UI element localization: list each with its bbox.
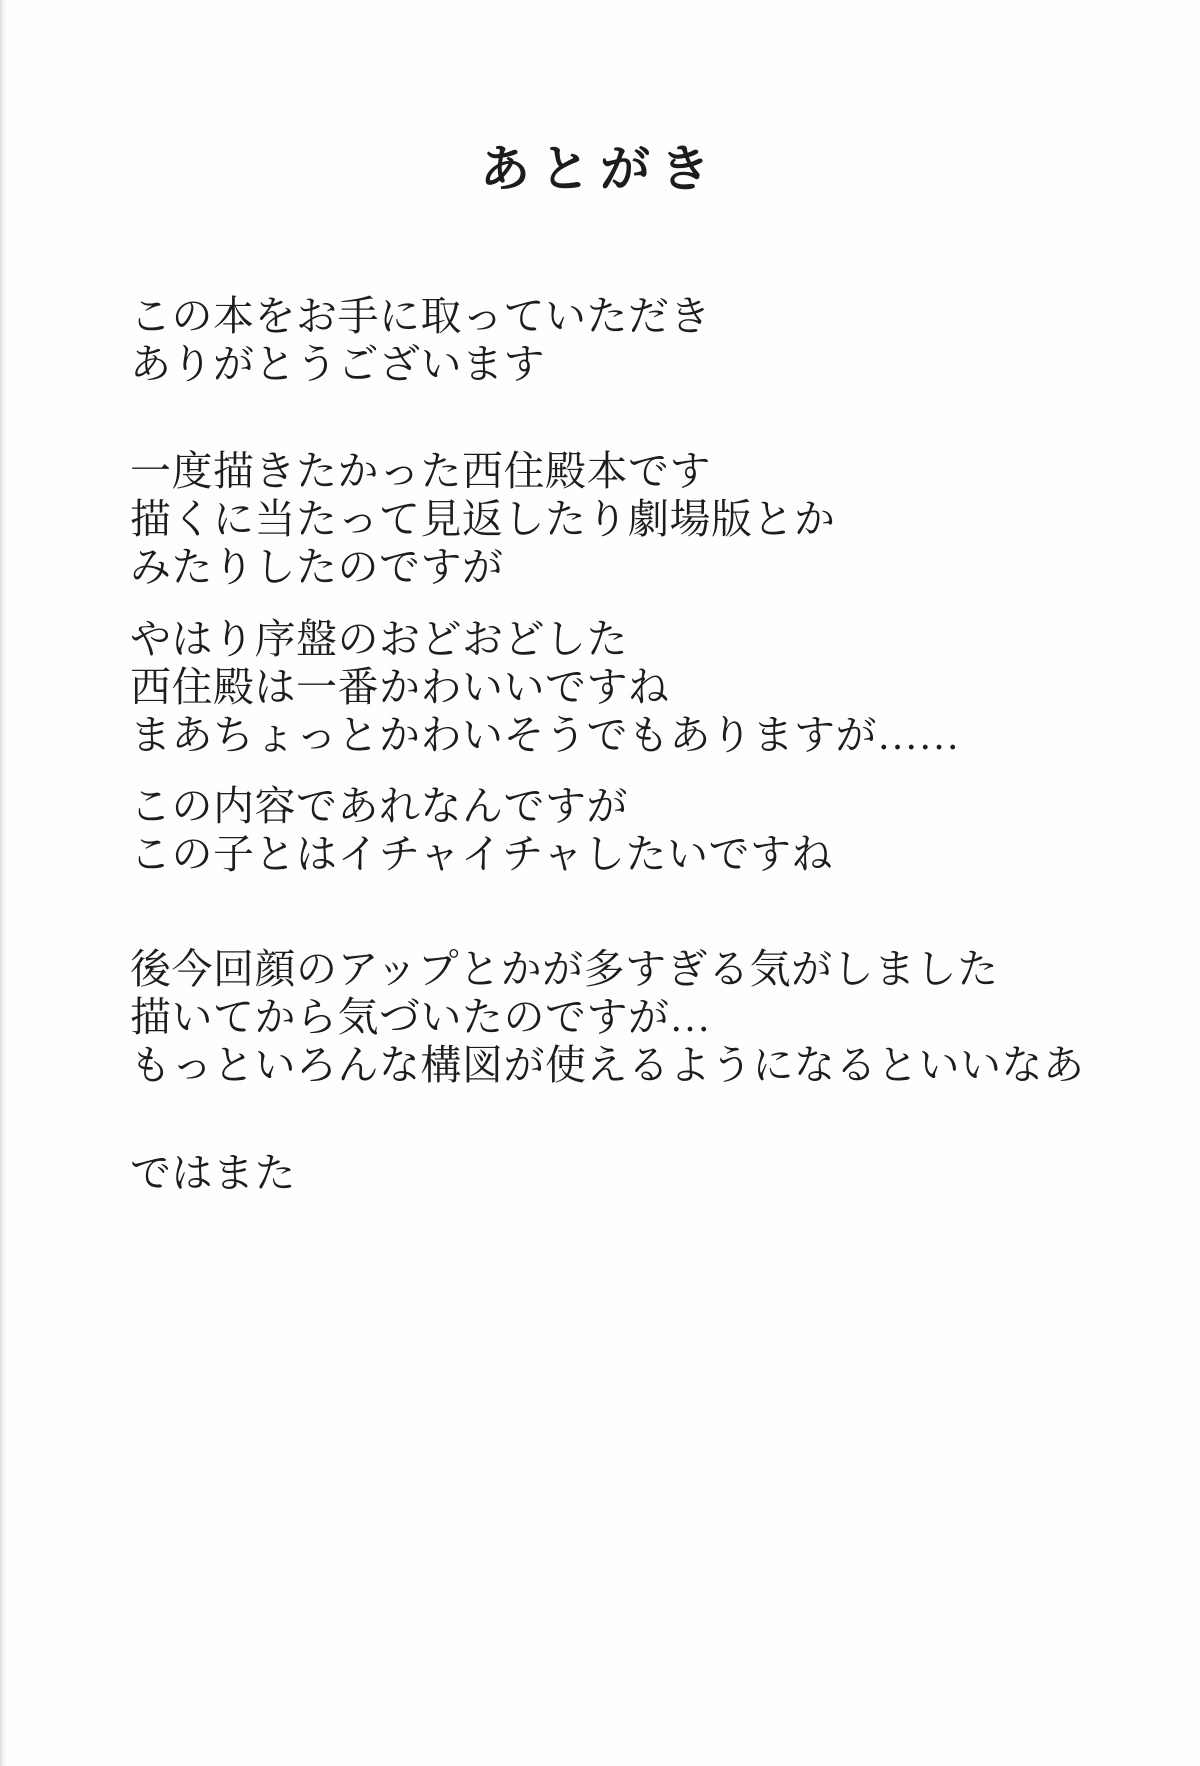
afterword-line: この子とはイチャイチャしたいですね	[130, 831, 834, 877]
afterword-paragraph-6	[130, 1149, 1140, 1197]
afterword-line: 描いてから気づいたのですが…	[130, 994, 711, 1040]
afterword-paragraph-3	[130, 615, 1140, 759]
afterword-line: まあちょっとかわいそうでもありますが……	[130, 712, 960, 758]
afterword-line: ではまた	[130, 1150, 296, 1196]
afterword-body	[130, 292, 1140, 1197]
afterword-line: ありがとうございます	[130, 341, 545, 387]
scan-edge	[0, 0, 7, 1766]
afterword-line: 描くに当たって見返したり劇場版とか	[130, 496, 836, 542]
afterword-paragraph-5	[130, 945, 1140, 1089]
afterword-paragraph-1	[130, 292, 1140, 388]
afterword-paragraph-2	[130, 447, 1140, 591]
afterword-line: みたりしたのですが	[130, 544, 504, 590]
page-title: あとがき	[480, 141, 720, 197]
afterword-line: この本をお手に取っていただき	[130, 293, 711, 339]
afterword-paragraph-4	[130, 782, 1140, 878]
afterword-line: この内容であれなんですが	[130, 783, 628, 829]
afterword-line: 後今回顔のアップとかが多すぎる気がしました	[130, 946, 999, 992]
afterword-line: 一度描きたかった西住殿本です	[130, 448, 711, 494]
afterword-line: 西住殿は一番かわいいですね	[130, 664, 670, 710]
afterword-line: もっといろんな構図が使えるようになるといいなあ	[130, 1042, 1085, 1088]
afterword-line: やはり序盤のおどおどした	[130, 616, 628, 662]
